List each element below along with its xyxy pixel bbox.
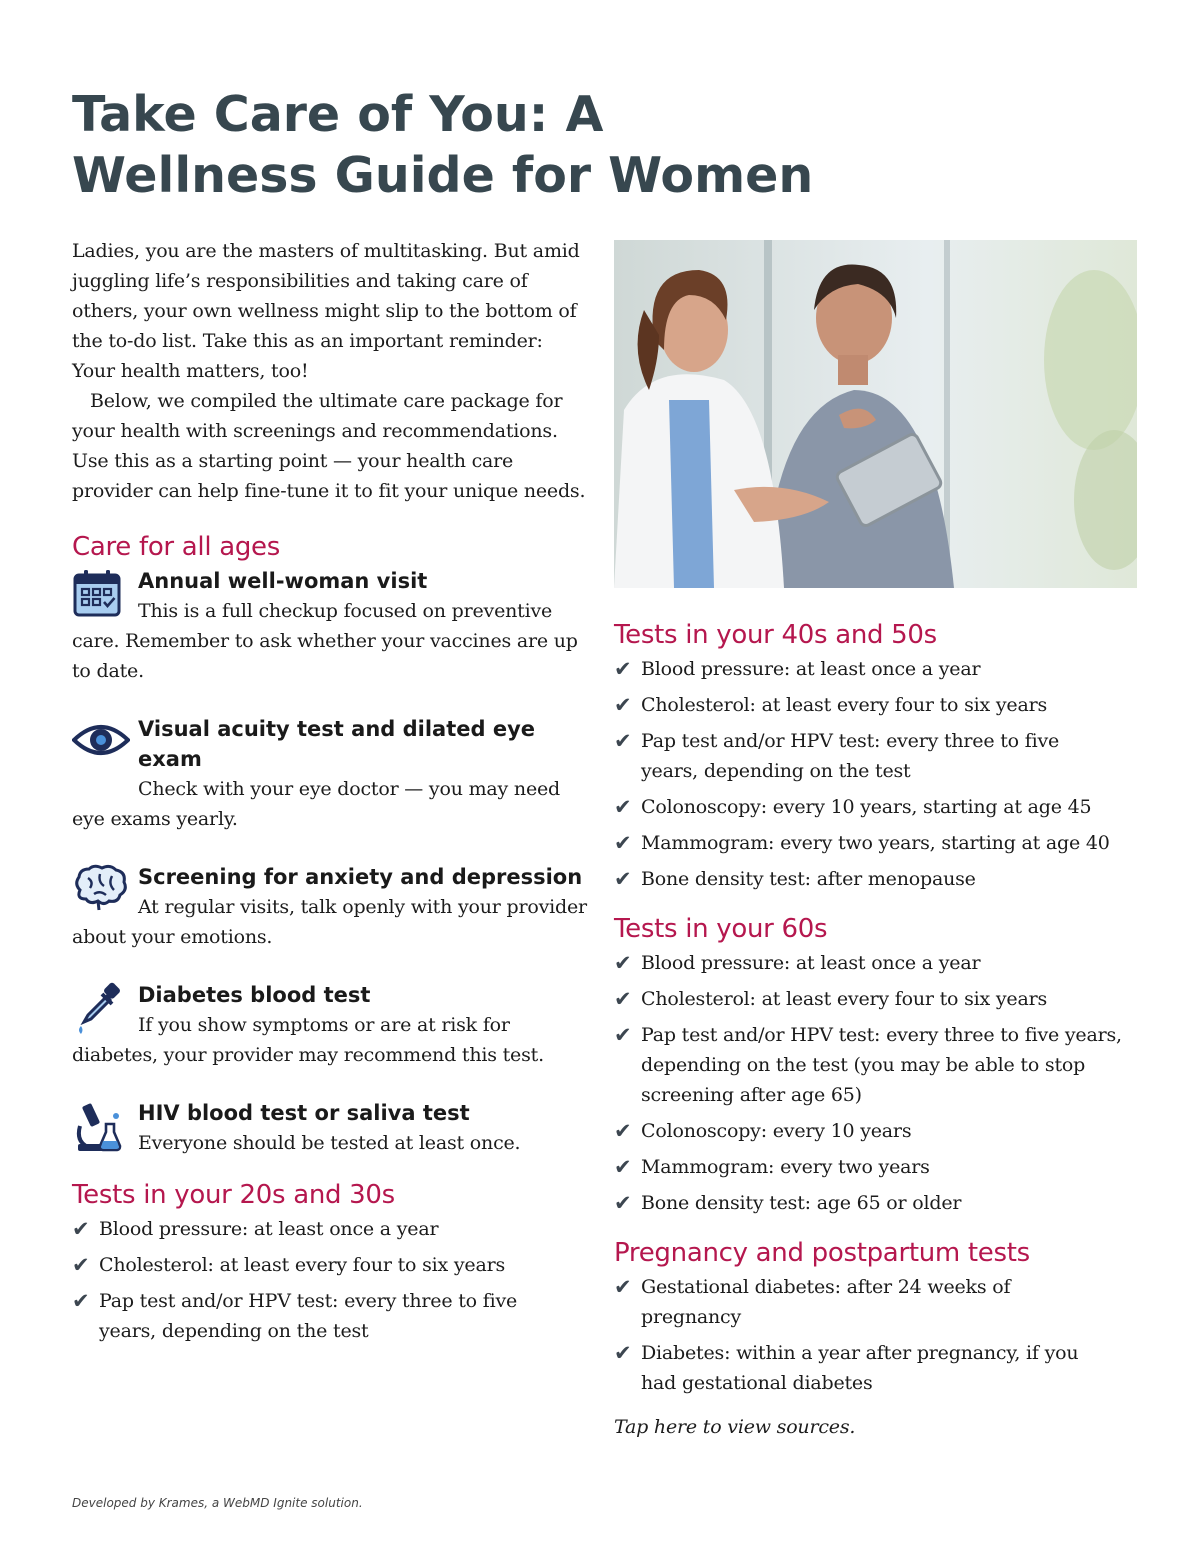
eye-icon xyxy=(72,716,128,772)
item-body: Everyone should be tested at least once. xyxy=(138,1132,521,1154)
list-item: ✔ Cholesterol: at least every four to six years xyxy=(72,1250,590,1280)
checkmark-icon: ✔ xyxy=(614,1275,632,1299)
checkmark-icon: ✔ xyxy=(614,657,632,681)
section-heading-60s: Tests in your 60s xyxy=(614,914,828,944)
list-item: ✔ Pap test and/or HPV test: every three to five years, depending on the test xyxy=(72,1286,590,1346)
list-item: ✔ Pap test and/or HPV test: every three to five years, depending on the test (you may be able to stop screening after age 65) xyxy=(614,1020,1144,1110)
checkmark-icon: ✔ xyxy=(72,1253,90,1277)
right-column xyxy=(614,620,1144,1438)
list-item: ✔ Mammogram: every two years, starting at age 40 xyxy=(614,828,1144,858)
list-item: ✔ Diabetes: within a year after pregnancy, if you had gestational diabetes xyxy=(614,1338,1144,1398)
checkmark-icon: ✔ xyxy=(614,729,632,753)
section-heading-care-all-ages: Care for all ages xyxy=(72,532,281,562)
section-heading-20s-30s: Tests in your 20s and 30s xyxy=(72,1180,395,1210)
list-item: ✔ Bone density test: after menopause xyxy=(614,864,1144,894)
intro xyxy=(72,236,590,506)
item-title: Screening for anxiety and depression xyxy=(138,865,583,889)
brain-icon xyxy=(72,864,128,920)
checkmark-icon: ✔ xyxy=(614,1191,632,1215)
list-item: ✔ Mammogram: every two years xyxy=(614,1152,1144,1182)
care-item-annual-visit xyxy=(72,566,590,686)
checkmark-icon: ✔ xyxy=(614,867,632,891)
checkmark-icon: ✔ xyxy=(614,831,632,855)
item-title: Annual well-woman visit xyxy=(138,569,428,593)
list-item: ✔ Bone density test: age 65 or older xyxy=(614,1188,1144,1218)
sources-link[interactable]: Tap here to view sources. xyxy=(614,1416,856,1438)
section-heading-40s-50s: Tests in your 40s and 50s xyxy=(614,620,937,650)
list-item: ✔ Blood pressure: at least once a year xyxy=(72,1214,590,1244)
doctor-patient-photo xyxy=(614,240,1137,588)
list-item: ✔ Blood pressure: at least once a year xyxy=(614,654,1144,684)
item-title: HIV blood test or saliva test xyxy=(138,1101,470,1125)
checkmark-icon: ✔ xyxy=(614,951,632,975)
list-item: ✔ Colonoscopy: every 10 years, starting at age 45 xyxy=(614,792,1144,822)
checkmark-icon: ✔ xyxy=(614,1155,632,1179)
intro-paragraph-1: Ladies, you are the masters of multitasking. But amid juggling life’s responsibilities and taking care of others, your own wellness might slip to the bottom of the to-do list. Take this as an important reminder: Your health matters, too! xyxy=(72,240,580,382)
item-title: Diabetes blood test xyxy=(138,983,371,1007)
checkmark-icon: ✔ xyxy=(614,1119,632,1143)
care-item-eye-exam xyxy=(72,714,590,834)
checkmark-icon: ✔ xyxy=(72,1217,90,1241)
checklist-40s-50s xyxy=(614,654,1144,894)
list-item: ✔ Cholesterol: at least every four to six years xyxy=(614,690,1144,720)
care-item-anxiety-depression xyxy=(72,862,590,952)
checklist-pregnancy xyxy=(614,1272,1144,1398)
checkmark-icon: ✔ xyxy=(614,1341,632,1365)
checkmark-icon: ✔ xyxy=(614,987,632,1011)
item-body: This is a full checkup focused on preventive care. Remember to ask whether your vaccines are up to date. xyxy=(72,600,578,682)
calendar-icon xyxy=(72,568,128,624)
section-heading-pregnancy: Pregnancy and postpartum tests xyxy=(614,1238,1030,1268)
item-body: If you show symptoms or are at risk for diabetes, your provider may recommend this test. xyxy=(72,1014,544,1066)
checklist-60s xyxy=(614,948,1144,1218)
care-item-diabetes xyxy=(72,980,590,1070)
page-title: Take Care of You: A Wellness Guide for Women xyxy=(72,86,814,204)
list-item: ✔ Pap test and/or HPV test: every three to five years, depending on the test xyxy=(614,726,1144,786)
list-item: ✔ Blood pressure: at least once a year xyxy=(614,948,1144,978)
microscope-icon xyxy=(72,1100,128,1156)
list-item: ✔ Colonoscopy: every 10 years xyxy=(614,1116,1144,1146)
checklist-20s-30s xyxy=(72,1214,590,1346)
checkmark-icon: ✔ xyxy=(614,1023,632,1047)
checkmark-icon: ✔ xyxy=(614,693,632,717)
item-body: Check with your eye doctor — you may need eye exams yearly. xyxy=(72,778,560,830)
dropper-icon xyxy=(72,982,128,1038)
intro-paragraph-2: Below, we compiled the ultimate care package for your health with screenings and recommendations. Use this as a starting point — your health care provider can help fine-tune it to fit your unique needs. xyxy=(72,390,586,502)
left-column xyxy=(72,236,590,1352)
list-item: ✔ Gestational diabetes: after 24 weeks of pregnancy xyxy=(614,1272,1144,1332)
footer-credit: Developed by Krames, a WebMD Ignite solution. xyxy=(72,1496,363,1510)
checkmark-icon: ✔ xyxy=(72,1289,90,1313)
checkmark-icon: ✔ xyxy=(614,795,632,819)
care-item-hiv xyxy=(72,1098,590,1158)
item-body: At regular visits, talk openly with your provider about your emotions. xyxy=(72,896,587,948)
list-item: ✔ Cholesterol: at least every four to six years xyxy=(614,984,1144,1014)
item-title: Visual acuity test and dilated eye exam xyxy=(138,717,536,771)
